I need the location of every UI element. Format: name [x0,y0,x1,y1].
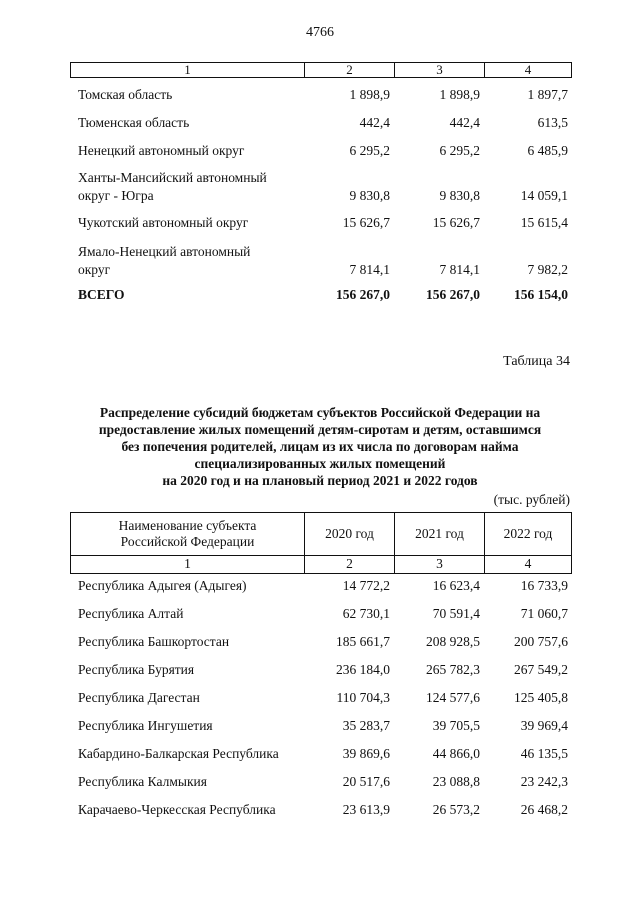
value-2020: 39 869,6 [342,746,390,761]
value-col2: 442,4 [359,115,390,130]
value-2020: 236 184,0 [336,662,390,677]
value-col4: 7 982,2 [527,262,568,277]
value-col3: 1 898,9 [439,87,480,102]
value-2020: 20 517,6 [342,774,390,789]
header-year: 2022 год [503,526,553,541]
value-2022: 26 468,2 [520,802,568,817]
value-2021: 265 782,3 [426,662,480,677]
value-col4: 1 897,7 [527,87,568,102]
value-2022: 267 549,2 [514,662,568,677]
title-line: специализированных жилых помещений [194,456,446,471]
region-name: Ненецкий автономный округ [78,143,245,158]
value-2022: 125 405,8 [514,690,568,705]
col-number: 4 [524,556,532,571]
value-2020: 110 704,3 [336,690,390,705]
value-col4: 15 615,4 [520,215,568,230]
value-2020: 185 661,7 [336,634,390,649]
value-2022: 71 060,7 [520,606,568,621]
region-name-line1: Ямало-Ненецкий автономный [78,244,251,259]
region-name: Карачаево-Черкесская Республика [78,802,276,817]
value-2021: 26 573,2 [432,802,480,817]
region-name: Томская область [78,87,173,102]
value-2020: 23 613,9 [342,802,390,817]
col-number: 2 [346,556,353,571]
value-2021: 44 866,0 [432,746,480,761]
value-2021: 16 623,4 [432,578,480,593]
value-col2: 7 814,1 [349,262,390,277]
value-2021: 208 928,5 [426,634,480,649]
title-line: предоставление жилых помещений детям-сиротам и детям, оставшимся [98,422,542,437]
value-col3: 7 814,1 [439,262,480,277]
value-2020: 35 283,7 [342,718,390,733]
total-col3: 156 267,0 [426,287,480,302]
value-2020: 62 730,1 [342,606,390,621]
top-table-header [70,62,572,78]
region-name: Тюменская область [78,115,190,130]
value-col2: 1 898,9 [349,87,390,102]
value-col2: 9 830,8 [349,188,390,203]
value-2021: 124 577,6 [426,690,480,705]
table-label: Таблица 34 [503,354,570,369]
region-name: Республика Башкортостан [78,634,230,649]
region-name: Республика Алтай [78,606,184,621]
value-col4: 6 485,9 [527,143,568,158]
col-number: 3 [436,62,443,77]
value-col2: 15 626,7 [342,215,390,230]
region-name: Республика Бурятия [78,662,195,677]
header-name-line1: Наименование субъекта [118,518,257,533]
col-number: 1 [184,62,191,77]
value-2022: 46 135,5 [520,746,568,761]
title-line: Распределение субсидий бюджетам субъектов Российской Федерации на [99,405,541,420]
col-number: 4 [524,62,532,77]
region-name-line2: округ - Югра [78,188,154,203]
value-col3: 442,4 [449,115,480,130]
total-col2: 156 267,0 [336,287,390,302]
total-col4: 156 154,0 [514,287,568,302]
region-name: Республика Адыгея (Адыгея) [78,578,247,593]
col-number: 2 [346,62,353,77]
main-table-header [70,512,572,574]
region-name: Республика Ингушетия [78,718,213,733]
col-number: 1 [184,556,191,571]
value-col2: 6 295,2 [349,143,390,158]
value-col3: 6 295,2 [439,143,480,158]
value-2022: 39 969,4 [520,718,568,733]
header-year: 2020 год [325,526,374,541]
value-2022: 23 242,3 [520,774,568,789]
value-2021: 39 705,5 [432,718,480,733]
value-2021: 70 591,4 [432,606,480,621]
region-name-line2: округ [78,262,111,277]
region-name: Чукотский автономный округ [78,215,249,230]
value-2022: 16 733,9 [520,578,568,593]
region-name-line1: Ханты-Мансийский автономный [78,170,267,185]
table-title [60,404,580,489]
header-year: 2021 год [415,526,464,541]
value-2021: 23 088,8 [432,774,480,789]
title-line: на 2020 год и на плановый период 2021 и 2022 годов [162,473,478,488]
value-2020: 14 772,2 [342,578,390,593]
value-col3: 15 626,7 [432,215,480,230]
value-col3: 9 830,8 [439,188,480,203]
header-name-line2: Российской Федерации [120,534,255,549]
value-2022: 200 757,6 [514,634,568,649]
region-name: Кабардино-Балкарская Республика [78,746,279,761]
value-col4: 613,5 [537,115,568,130]
page-number: 4766 [306,25,334,40]
col-number: 3 [436,556,443,571]
title-line: без попечения родителей, лицам из их числа по договорам найма [121,439,519,454]
region-name: Республика Дагестан [78,690,200,705]
total-label: ВСЕГО [78,287,125,302]
units-note: (тыс. рублей) [493,492,570,507]
value-col4: 14 059,1 [520,188,568,203]
region-name: Республика Калмыкия [78,774,207,789]
